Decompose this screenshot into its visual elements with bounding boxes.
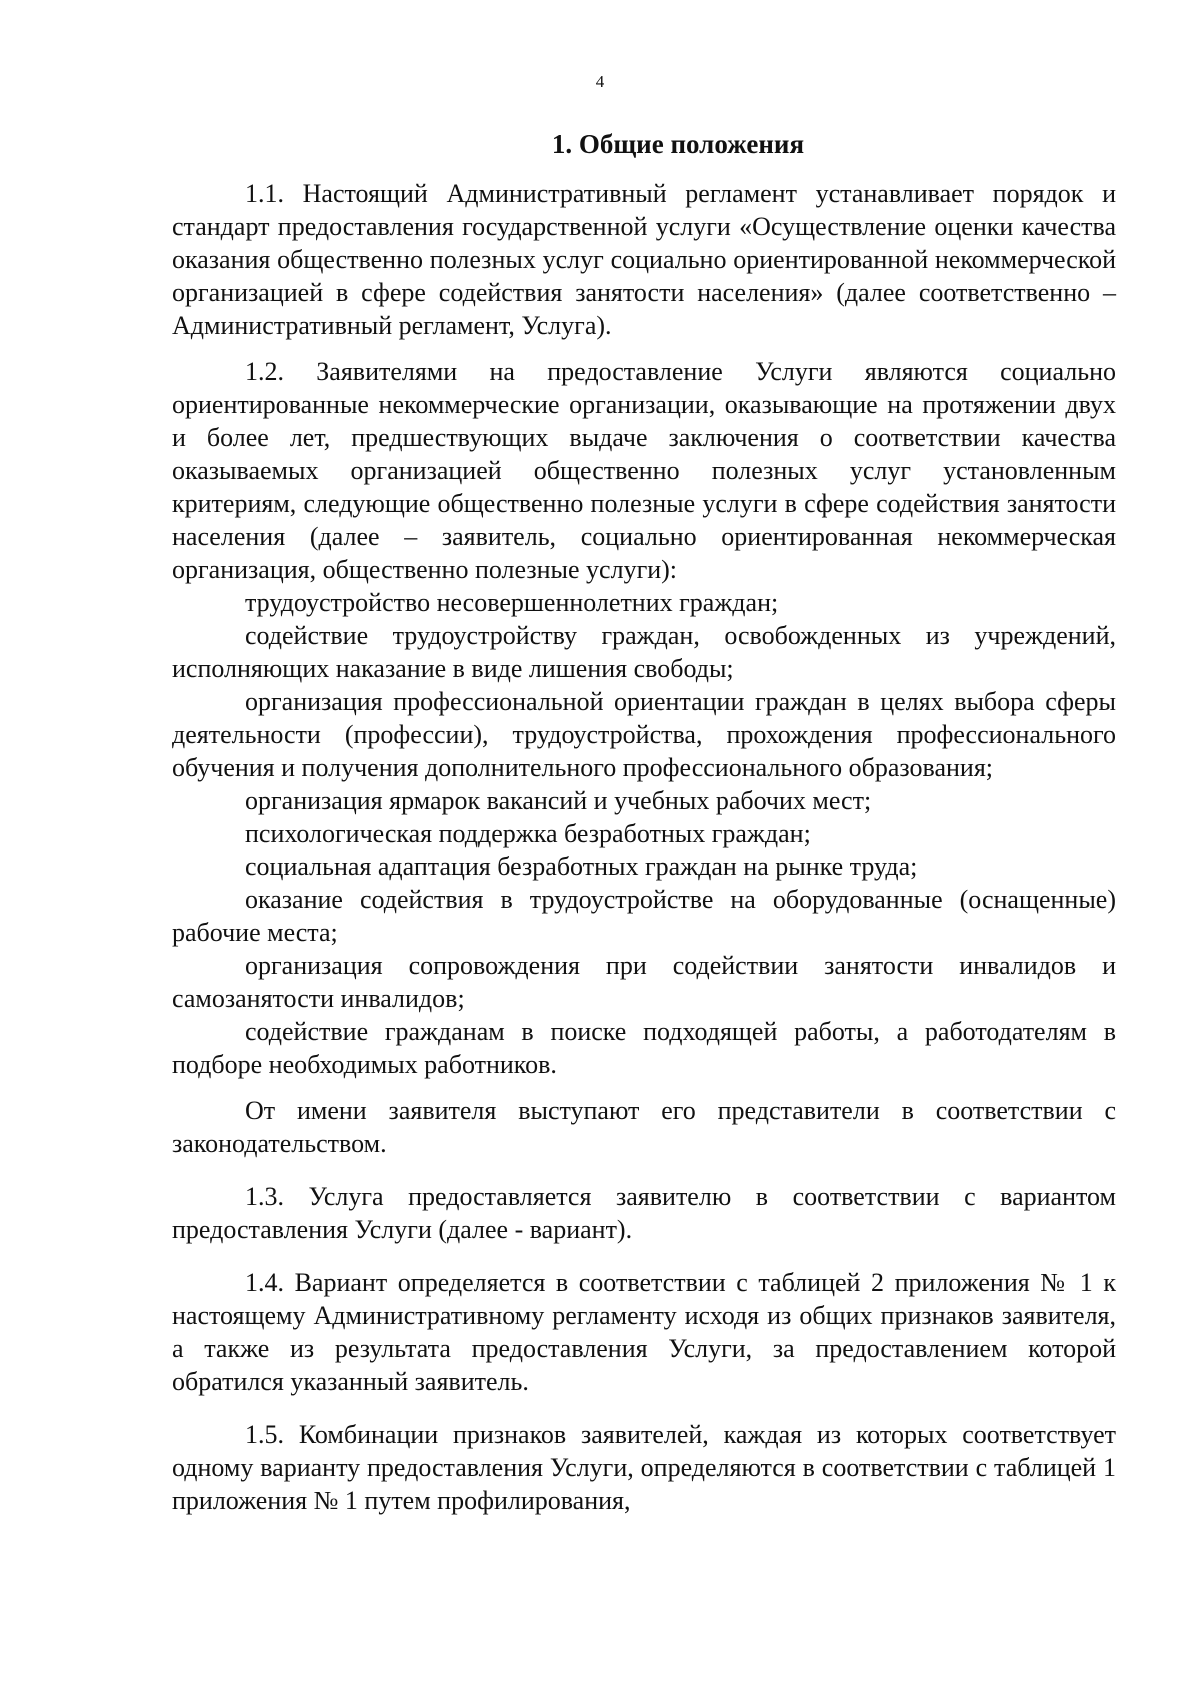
list-item: содействие гражданам в поиске подходящей работы, а работодателям в подборе необходимых работников. [172, 1017, 1116, 1079]
list-item: организация сопровождения при содействии занятости инвалидов и самозанятости инвалидов; [172, 951, 1116, 1013]
list-item: содействие трудоустройству граждан, освобожденных из учреждений, исполняющих наказание в виде лишения свободы; [172, 621, 1116, 683]
page-number: 4 [595, 72, 605, 91]
list-item: трудоустройство несовершеннолетних граждан; [245, 588, 779, 617]
list-item: психологическая поддержка безработных граждан; [245, 819, 811, 848]
list-item: организация ярмарок вакансий и учебных рабочих мест; [245, 786, 872, 815]
paragraph-1-4: 1.4. Вариант определяется в соответствии с таблицей 2 приложения № 1 к настоящему Административному регламенту исходя из общих признаков заявителя, а также из результата предоставления Услуги, за предоставлением которой обратился указанный заявитель. [172, 1268, 1116, 1396]
paragraph-1-1: 1.1. Настоящий Административный регламент устанавливает порядок и стандарт предоставления государственной услуги «Осуществление оценки качества оказания общественно полезных услуг социально ориентированной некоммерческой организацией в сфере содействия занятости населения» (далее соответственно – Административный регламент, Услуга). [172, 179, 1116, 340]
paragraph-1-5: 1.5. Комбинации признаков заявителей, каждая из которых соответствует одному варианту предоставления Услуги, определяются в соответствии с таблицей 1 приложения № 1 путем профилирования, [172, 1420, 1116, 1515]
list-item: социальная адаптация безработных граждан на рынке труда; [245, 852, 918, 881]
document-body [172, 128, 1116, 1517]
paragraph-representatives: От имени заявителя выступают его представители в соответствии с законодательством. [172, 1096, 1116, 1158]
paragraph-1-2: 1.2. Заявителями на предоставление Услуги являются социально ориентированные некоммерческие организации, оказывающие на протяжении двух и более лет, предшествующих выдаче заключения о соответствии качества оказываемых организацией общественно полезных услуг установленным критериям, следующие общественно полезные услуги в сфере содействия занятости населения (далее – заявитель, социально ориентированная некоммерческая организация, общественно полезные услуги): [172, 357, 1116, 584]
list-item: организация профессиональной ориентации граждан в целях выбора сферы деятельности (профессии), трудоустройства, прохождения профессионального обучения и получения дополнительного профессионального образования; [172, 687, 1116, 782]
paragraph-1-3: 1.3. Услуга предоставляется заявителю в соответствии с вариантом предоставления Услуги (далее - вариант). [172, 1182, 1116, 1244]
list-item: оказание содействия в трудоустройстве на оборудованные (оснащенные) рабочие места; [172, 885, 1116, 947]
section-heading: 1. Общие положения [551, 129, 805, 159]
